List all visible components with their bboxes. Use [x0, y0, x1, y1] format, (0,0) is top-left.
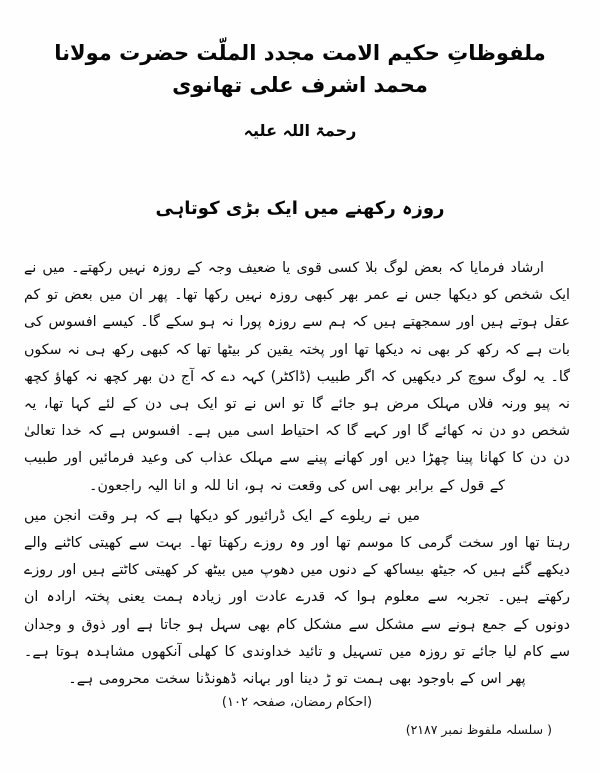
section-heading: روزہ رکھنے میں ایک بڑی کوتاہی — [155, 198, 445, 219]
paragraph-2: میں نے ریلوے کے ایک ڈرائیور کو دیکھا ہے کہ ہر وقت انجن میں رہتا تھا اور سخت گرمی کا موسم تھا اور وہ روزے رکھتا تھا۔ بہت سے کھیتی کاٹنے والے دیکھے گئے ہیں کہ جیٹھ بیساکھ کے دنوں میں دھوپ میں بیٹھ کر کھیتی کاٹتے ہیں اور روزے رکھتے ہیں۔ تجربہ سے معلوم ہوا کہ قدرے عادت اور زیادہ ہمت یعنی پختہ ارادہ ان دونوں کے جمع ہونے سے مشکل سے مشکل کام بھی سہل ہو جاتا ہے اور ذوق و وجدان سے کام لیا جائے تو روزہ میں تسہیل و تائید خداوندی کا کھلی آنکھوں مشاہدہ ہوتا ہے۔ پھر اس کے باوجود بھی ہمت تو ڑ دینا اور بہانہ ڈھونڈنا سخت محرومی ہے۔ — [24, 507, 570, 688]
footer-reference-note: ( سلسلہ ملفوظ نمبر ۲۱۸۷) — [405, 722, 552, 737]
title-block — [0, 0, 600, 140]
body-text-area — [0, 255, 600, 710]
honorific-line: رحمۃ اللہ علیہ — [243, 121, 357, 140]
source-citation: (احکام رمضان، صفحہ ۱۰۲) — [221, 695, 373, 711]
paragraph-1: ارشاد فرمایا کہ بعض لوگ بلا کسی قوی یا ضعیف وجہ کے روزہ نہیں رکھتے۔ میں نے ایک شخص کو دیکھا جس نے عمر بھر کبھی روزہ نہیں رکھا تھا۔ پھر ان میں بعض تو کم عقل ہوتے ہیں اور سمجھتے ہیں کہ ہم سے روزہ پورا نہ ہو سکے گا۔ کیسے افسوس کی بات ہے کہ رکھ کر بھی نہ دیکھا تھا اور پختہ یقین کر بیٹھا تھا کہ کبھی رکھ ہی نہ سکوں گا۔ یہ لوگ سوچ کر دیکھیں کہ اگر طبیب (ڈاکٹر) کہہ دے کہ آج دن بھر کچھ نہ کھاؤ کچھ نہ پیو ورنہ فلاں مہلک مرض ہو جائے گا تو اس نے تو ایک ہی دن کے لئے کہا تھا، یہ شخص دو دن نہ کھائے گا اور کہے گا کہ احتیاط اسی میں ہے۔ افسوس ہے کہ خدا تعالیٰ دن دن کا کھانا پینا چھڑا دیں اور کھانے پینے سے مہلک عذاب کی وعید فرمائیں اور طبیب کے قول کے برابر بھی اس کی وقعت نہ ہو، انا للہ و انا الیہ راجعون۔ — [24, 260, 570, 494]
document-title: ملفوظاتِ حکیم الامت مجدد الملّت حضرت مولانا محمد اشرف علی تھانوی — [54, 41, 546, 97]
